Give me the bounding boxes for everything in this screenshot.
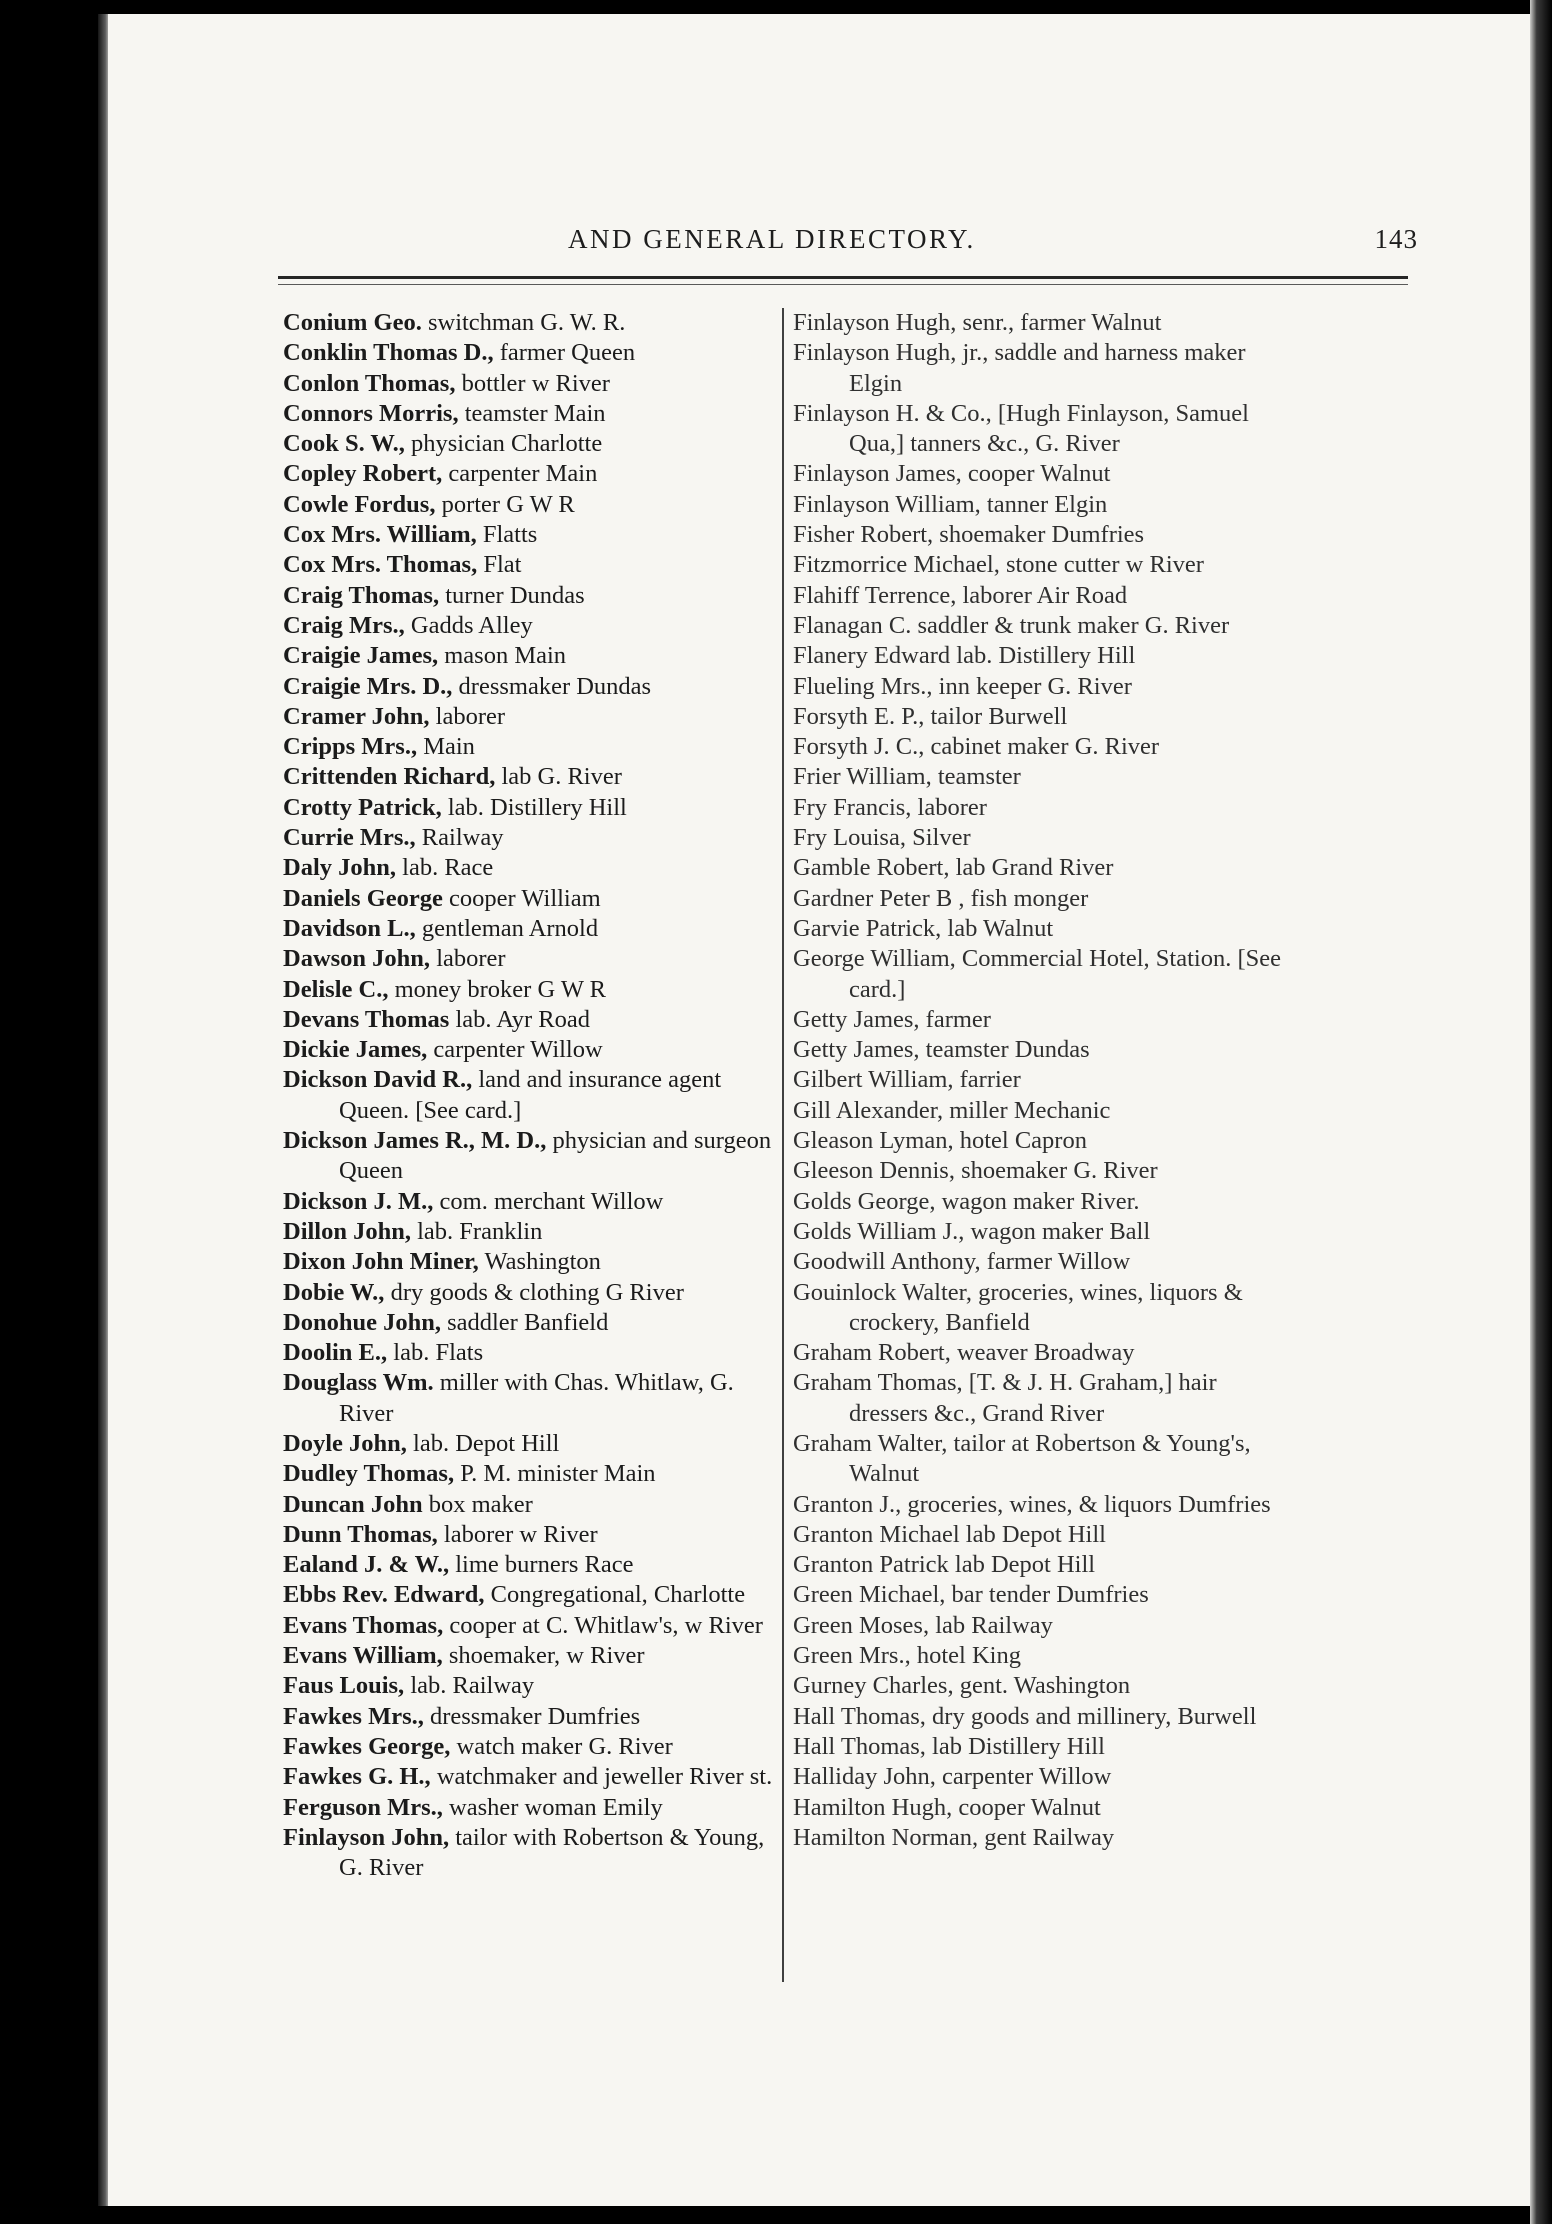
entry-details: P. M. minister Main xyxy=(454,1460,656,1488)
directory-entry: Gill Alexander, miller Mechanic xyxy=(793,1096,1111,1124)
entry-details: lab. Flats xyxy=(387,1339,484,1367)
entry-details: Washington xyxy=(478,1248,601,1276)
right-directory-column xyxy=(793,308,1293,1853)
entry-details: tailor with Robertson & Young, G. River xyxy=(339,1823,765,1882)
directory-entry xyxy=(283,1641,783,1671)
entry-name: Crittenden Richard, xyxy=(283,763,496,791)
entry-details: cooper William xyxy=(442,884,601,912)
entry-name: Craig Mrs., xyxy=(283,611,405,639)
entry-details: Congregational, Charlotte xyxy=(484,1581,746,1609)
entry-name: Cox Mrs. Thomas, xyxy=(283,551,478,579)
directory-entry xyxy=(283,1126,783,1187)
directory-entry: Green Michael, bar tender Dumfries xyxy=(793,1581,1149,1609)
directory-entry: Gleason Lyman, hotel Capron xyxy=(793,1127,1087,1155)
entry-name: Evans Thomas, xyxy=(283,1611,444,1639)
directory-page xyxy=(108,14,1536,2206)
directory-entry: Gouinlock Walter, groceries, wines, liquors & crockery, Banfield xyxy=(793,1278,1243,1336)
directory-entry: Finlayson H. & Co., [Hugh Finlayson, Samuel Qua,] tanners &c., G. River xyxy=(793,399,1249,458)
directory-entry: Garvie Patrick, lab Walnut xyxy=(793,914,1054,942)
entry-name: Devans Thomas xyxy=(283,1005,450,1033)
running-header xyxy=(108,224,1536,264)
directory-entry: Forsyth J. C., cabinet maker G. River xyxy=(793,733,1160,761)
directory-entry: Flueling Mrs., inn keeper G. River xyxy=(793,672,1132,700)
directory-entry xyxy=(283,732,783,762)
directory-entry xyxy=(283,1368,783,1429)
entry-details: dry goods & clothing G River xyxy=(384,1278,684,1306)
directory-entry xyxy=(283,884,783,914)
directory-entry: Hall Thomas, lab Distillery Hill xyxy=(793,1732,1105,1760)
entry-details: laborer xyxy=(429,702,506,730)
page-header-title: AND GENERAL DIRECTORY. xyxy=(568,224,976,254)
entry-details: lab. Franklin xyxy=(411,1217,543,1245)
entry-name: Cowle Fordus, xyxy=(283,490,436,518)
entry-details: com. merchant Willow xyxy=(433,1187,664,1215)
directory-entry xyxy=(283,1823,783,1884)
directory-entry xyxy=(283,762,783,792)
entry-name: Cripps Mrs., xyxy=(283,733,418,761)
header-rule-thick xyxy=(278,276,1408,279)
directory-entry xyxy=(283,399,783,429)
entry-details: Gadds Alley xyxy=(404,611,533,639)
entry-name: Duncan John xyxy=(283,1490,423,1518)
entry-details: laborer xyxy=(430,945,506,973)
directory-entry xyxy=(283,520,783,550)
entry-name: Daly John, xyxy=(283,854,397,882)
entry-details: cooper at C. Whitlaw's, w River xyxy=(443,1611,763,1639)
entry-name: Dickson J. M., xyxy=(283,1187,434,1215)
entry-name: Copley Robert, xyxy=(283,460,443,488)
directory-entry: Finlayson Hugh, senr., farmer Walnut xyxy=(793,309,1162,336)
directory-entry xyxy=(283,429,783,459)
directory-entry: Green Mrs., hotel King xyxy=(793,1642,1021,1670)
entry-details: dressmaker Dumfries xyxy=(423,1702,641,1730)
directory-entry xyxy=(283,581,783,611)
entry-name: Craigie James, xyxy=(283,642,439,670)
directory-entry xyxy=(283,1611,783,1641)
directory-entry xyxy=(283,550,783,580)
page-right-edge-shadow xyxy=(1530,0,1552,2224)
directory-entry xyxy=(283,975,783,1005)
directory-entry xyxy=(283,702,783,732)
entry-details: washer woman Emily xyxy=(442,1793,663,1821)
page-number: 143 xyxy=(1374,224,1418,254)
directory-entry: Graham Robert, weaver Broadway xyxy=(793,1339,1135,1367)
entry-name: Craig Thomas, xyxy=(283,581,440,609)
entry-details: physician Charlotte xyxy=(404,430,603,458)
directory-entry: Getty James, teamster Dundas xyxy=(793,1036,1090,1064)
entry-details: land and insurance agent Queen. [See card.] xyxy=(339,1066,722,1124)
entry-name: Fawkes George, xyxy=(283,1732,451,1760)
entry-name: Dudley Thomas, xyxy=(283,1460,455,1488)
entry-details: lab. Race xyxy=(396,854,494,882)
entry-name: Cramer John, xyxy=(283,702,430,730)
entry-name: Finlayson John, xyxy=(283,1823,450,1851)
directory-entry xyxy=(283,793,783,823)
entry-details: physician and surgeon Queen xyxy=(339,1127,772,1185)
directory-entry: Flanery Edward lab. Distillery Hill xyxy=(793,642,1136,670)
directory-entry xyxy=(283,1550,783,1580)
entry-details: money broker G W R xyxy=(388,975,606,1003)
entry-name: Dunn Thomas, xyxy=(283,1520,438,1548)
entry-name: Delisle C., xyxy=(283,975,389,1003)
directory-entry: Hamilton Hugh, cooper Walnut xyxy=(793,1793,1101,1821)
entry-details: saddler Banfield xyxy=(440,1308,609,1336)
directory-entry: Hall Thomas, dry goods and millinery, Burwell xyxy=(793,1702,1257,1730)
directory-entry: Flanagan C. saddler & trunk maker G. River xyxy=(793,611,1230,639)
entry-name: Fawkes Mrs., xyxy=(283,1702,424,1730)
entry-name: Dickie James, xyxy=(283,1036,428,1064)
directory-entry xyxy=(283,1065,783,1126)
directory-entry xyxy=(283,1762,783,1792)
entry-details: lab. Ayr Road xyxy=(449,1005,590,1033)
directory-entry: Graham Walter, tailor at Robertson & Young's, Walnut xyxy=(793,1429,1251,1488)
header-rule-thin xyxy=(278,284,1408,285)
directory-entry xyxy=(283,1580,783,1610)
directory-entry: Hamilton Norman, gent Railway xyxy=(793,1823,1115,1851)
left-directory-column xyxy=(283,308,783,1883)
entry-details: turner Dundas xyxy=(439,581,585,609)
entry-details: Flat xyxy=(477,551,522,579)
directory-entry xyxy=(283,1217,783,1247)
entry-name: Doolin E., xyxy=(283,1339,388,1367)
directory-entry xyxy=(283,611,783,641)
entry-details: carpenter Main xyxy=(442,460,598,488)
directory-entry xyxy=(283,338,783,368)
entry-details: box maker xyxy=(422,1490,533,1518)
entry-name: Conlon Thomas, xyxy=(283,369,456,397)
entry-details: lab. Depot Hill xyxy=(406,1429,560,1457)
entry-name: Currie Mrs., xyxy=(283,824,416,852)
entry-details: gentleman Arnold xyxy=(415,914,599,942)
entry-name: Dobie W., xyxy=(283,1278,385,1306)
directory-entry: Fisher Robert, shoemaker Dumfries xyxy=(793,521,1145,549)
entry-name: Douglass Wm. xyxy=(283,1369,434,1397)
entry-name: Dickson James R., M. D., xyxy=(283,1127,547,1155)
directory-entry: Granton Michael lab Depot Hill xyxy=(793,1520,1106,1548)
directory-entry: Forsyth E. P., tailor Burwell xyxy=(793,702,1068,730)
entry-name: Conium Geo. xyxy=(283,309,422,336)
directory-entry: Gurney Charles, gent. Washington xyxy=(793,1672,1131,1700)
entry-details: watch maker G. River xyxy=(450,1732,673,1760)
entry-details: mason Main xyxy=(438,642,567,670)
entry-name: Craigie Mrs. D., xyxy=(283,672,453,700)
directory-entry xyxy=(283,641,783,671)
directory-entry: Frier William, teamster xyxy=(793,763,1021,791)
entry-details: lab. Distillery Hill xyxy=(441,793,627,821)
entry-details: porter G W R xyxy=(435,490,575,518)
directory-entry xyxy=(283,1732,783,1762)
directory-entry xyxy=(283,1671,783,1701)
directory-entry: Green Moses, lab Railway xyxy=(793,1611,1053,1639)
directory-entry: Golds William J., wagon maker Ball xyxy=(793,1217,1151,1245)
entry-name: Connors Morris, xyxy=(283,399,459,427)
directory-entry xyxy=(283,1005,783,1035)
entry-name: Faus Louis, xyxy=(283,1672,405,1700)
directory-entry xyxy=(283,1490,783,1520)
entry-details: lab. Railway xyxy=(404,1672,535,1700)
directory-entry: Finlayson William, tanner Elgin xyxy=(793,490,1108,518)
directory-entry: Golds George, wagon maker River. xyxy=(793,1187,1140,1215)
entry-details: lime burners Race xyxy=(449,1551,634,1579)
entry-details: watchmaker and jeweller River st. xyxy=(430,1763,773,1791)
entry-name: Doyle John, xyxy=(283,1429,407,1457)
entry-details: Flatts xyxy=(476,521,538,549)
directory-entry: Finlayson Hugh, jr., saddle and harness maker Elgin xyxy=(793,339,1246,397)
directory-entry xyxy=(283,459,783,489)
entry-name: Dixon John Miner, xyxy=(283,1248,479,1276)
directory-entry: Granton Patrick lab Depot Hill xyxy=(793,1551,1096,1579)
directory-entry xyxy=(283,1459,783,1489)
entry-name: Ferguson Mrs., xyxy=(283,1793,443,1821)
entry-name: Ealand J. & W., xyxy=(283,1551,450,1579)
directory-entry: Gleeson Dennis, shoemaker G. River xyxy=(793,1157,1158,1185)
entry-name: Davidson L., xyxy=(283,914,416,942)
directory-entry xyxy=(283,1338,783,1368)
directory-entry: Fitzmorrice Michael, stone cutter w River xyxy=(793,551,1204,579)
directory-entry xyxy=(283,1520,783,1550)
entry-name: Crotty Patrick, xyxy=(283,793,442,821)
entry-details: lab G. River xyxy=(495,763,622,791)
entry-details: Main xyxy=(417,733,475,761)
directory-entry: Graham Thomas, [T. & J. H. Graham,] hair dressers &c., Grand River xyxy=(793,1369,1217,1427)
entry-details: teamster Main xyxy=(458,399,606,427)
entry-details: farmer Queen xyxy=(493,339,636,367)
directory-entry: Granton J., groceries, wines, & liquors Dumfries xyxy=(793,1490,1271,1518)
directory-entry: Flahiff Terrence, laborer Air Road xyxy=(793,581,1128,609)
entry-details: miller with Chas. Whitlaw, G. River xyxy=(339,1369,734,1427)
entry-details: shoemaker, w River xyxy=(442,1642,645,1670)
entry-details: switchman G. W. R. xyxy=(421,309,626,336)
directory-entry xyxy=(283,944,783,974)
entry-name: Dillon John, xyxy=(283,1217,411,1245)
entry-details: laborer w River xyxy=(437,1520,598,1548)
directory-entry: George William, Commercial Hotel, Station. [See card.] xyxy=(793,945,1282,1003)
directory-entry xyxy=(283,1187,783,1217)
directory-entry xyxy=(283,1247,783,1277)
directory-entry: Gamble Robert, lab Grand River xyxy=(793,854,1114,882)
directory-entry: Finlayson James, cooper Walnut xyxy=(793,460,1111,488)
entry-name: Cook S. W., xyxy=(283,430,405,458)
entry-name: Donohue John, xyxy=(283,1308,441,1336)
directory-entry xyxy=(283,369,783,399)
directory-entry xyxy=(283,1429,783,1459)
entry-name: Daniels George xyxy=(283,884,443,912)
entry-details: dressmaker Dundas xyxy=(452,672,652,700)
directory-entry: Getty James, farmer xyxy=(793,1005,991,1033)
entry-name: Cox Mrs. William, xyxy=(283,521,477,549)
directory-entry xyxy=(283,672,783,702)
directory-entry: Gilbert William, farrier xyxy=(793,1066,1021,1094)
directory-entry: Gardner Peter B , fish monger xyxy=(793,884,1089,912)
entry-name: Dawson John, xyxy=(283,945,431,973)
entry-details: Railway xyxy=(415,824,504,852)
directory-entry xyxy=(283,1793,783,1823)
directory-entry xyxy=(283,914,783,944)
directory-entry xyxy=(283,1278,783,1308)
entry-name: Ebbs Rev. Edward, xyxy=(283,1581,485,1609)
entry-name: Evans William, xyxy=(283,1642,443,1670)
directory-entry xyxy=(283,823,783,853)
column-divider xyxy=(782,308,784,1982)
directory-entry xyxy=(283,853,783,883)
directory-entry xyxy=(283,1308,783,1338)
directory-entry: Goodwill Anthony, farmer Willow xyxy=(793,1248,1131,1276)
entry-name: Dickson David R., xyxy=(283,1066,473,1094)
entry-name: Conklin Thomas D., xyxy=(283,339,494,367)
entry-details: carpenter Willow xyxy=(427,1036,603,1064)
directory-entry: Fry Louisa, Silver xyxy=(793,824,971,852)
directory-entry xyxy=(283,1702,783,1732)
directory-entry xyxy=(283,308,783,338)
entry-details: bottler w River xyxy=(455,369,610,397)
directory-entry xyxy=(283,490,783,520)
directory-entry xyxy=(283,1035,783,1065)
directory-entry: Halliday John, carpenter Willow xyxy=(793,1763,1112,1791)
entry-name: Fawkes G. H., xyxy=(283,1763,431,1791)
directory-entry: Fry Francis, laborer xyxy=(793,793,987,821)
